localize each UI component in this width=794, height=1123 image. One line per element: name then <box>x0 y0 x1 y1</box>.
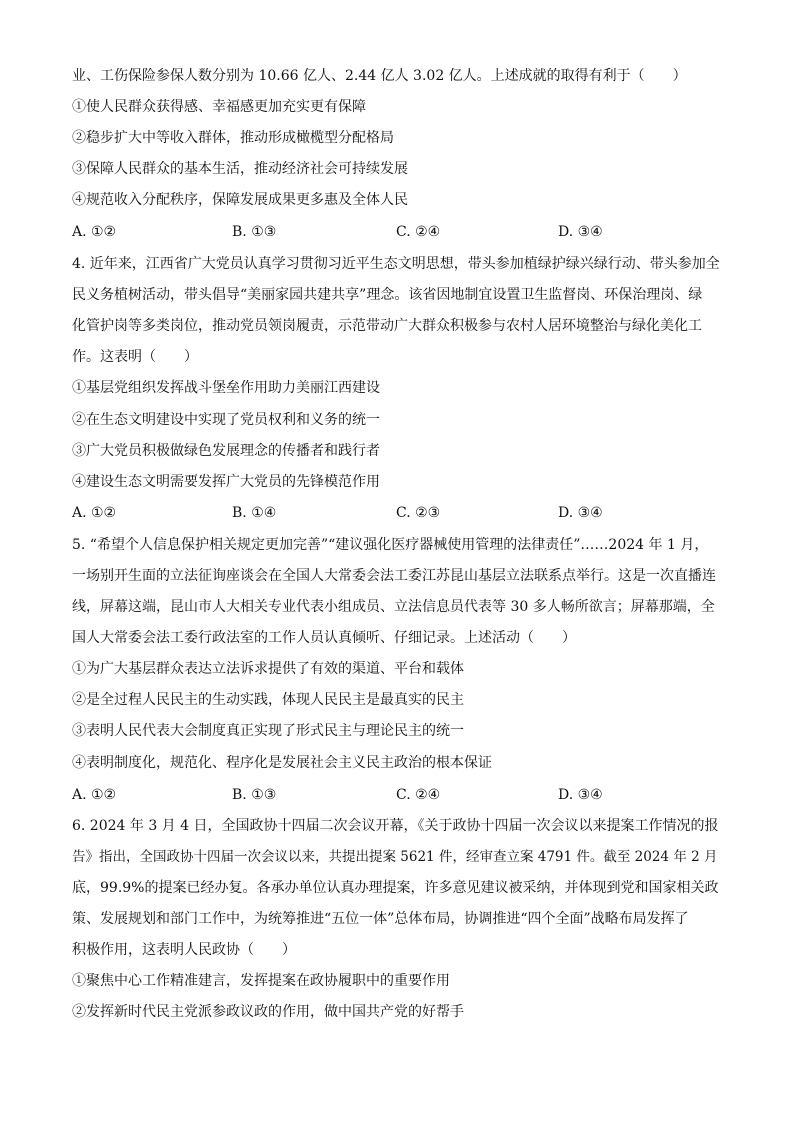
q5-option-d[interactable]: D. ③④ <box>558 787 603 803</box>
q6-statement-2: ②发挥新时代民主党派参政议政的作用，做中国共产党的好帮手 <box>72 1004 464 1020</box>
q3-option-a[interactable]: A. ①② <box>72 224 117 240</box>
q5-statement-4: ④表明制度化，规范化、程序化是发展社会主义民主政治的根本保证 <box>72 755 492 771</box>
q3-option-b[interactable]: B. ①③ <box>232 224 277 240</box>
q6-stem-line-4: 策、发展规划和部门工作中，为统筹推进“五位一体”总体布局，协调推进“四个全面”战略布局发挥了 <box>72 911 689 927</box>
q4-statement-1: ①基层党组织发挥战斗堡垒作用助力美丽江西建设 <box>72 380 380 396</box>
q3-statement-4: ④规范收入分配秩序，保障发展成果更多惠及全体人民 <box>72 192 408 208</box>
q4-stem-line-3: 化管护岗等多类岗位，推动党员领岗履责，示范带动广大群众积极参与农村人居环境整治与绿化美化工 <box>72 318 702 334</box>
q4-stem-line-2: 民义务植树活动，带头倡导“美丽家园共建共享”理念。该省因地制宜设置卫生监督岗、环保治理岗、绿 <box>72 287 703 303</box>
q6-statement-1: ①聚焦中心工作精准建言，发挥提案在政协履职中的重要作用 <box>72 973 450 989</box>
q3-statement-1: ①使人民群众获得感、幸福感更加充实更有保障 <box>72 99 366 115</box>
q5-statement-3: ③表明人民代表大会制度真正实现了形式民主与理论民主的统一 <box>72 723 464 739</box>
q6-stem-line-5: 积极作用，这表明人民政协（ ） <box>72 942 296 958</box>
q3-statement-3: ③保障人民群众的基本生活，推动经济社会可持续发展 <box>72 161 408 177</box>
q5-statement-2: ②是全过程人民民主的生动实践，体现人民民主是最真实的民主 <box>72 692 464 708</box>
q5-statement-1: ①为广大基层群众表达立法诉求提供了有效的渠道、平台和载体 <box>72 661 464 677</box>
q4-statement-3: ③广大党员积极做绿色发展理念的传播者和践行者 <box>72 443 380 459</box>
q4-options <box>72 503 722 523</box>
q5-stem-line-1: 5. “希望个人信息保护相关规定更加完善”“建议强化医疗器械使用管理的法律责任”……2024 年 1 月， <box>72 537 709 553</box>
q5-stem-line-2: 一场别开生面的立法征询座谈会在全国人大常委会法工委江苏昆山基层立法联系点举行。这是一次直播连 <box>72 568 716 584</box>
q4-statement-4: ④建设生态文明需要发挥广大党员的先锋模范作用 <box>72 474 380 490</box>
q4-option-b[interactable]: B. ①④ <box>232 505 277 521</box>
q6-stem-line-1: 6. 2024 年 3 月 4 日，全国政协十四届二次会议开幕，《关于政协十四届一次会议以来提案工作情况的报 <box>72 818 719 834</box>
q4-option-a[interactable]: A. ①② <box>72 505 117 521</box>
q3-statement-2: ②稳步扩大中等收入群体，推动形成橄榄型分配格局 <box>72 130 394 146</box>
q5-option-c[interactable]: C. ②④ <box>396 787 441 803</box>
q4-option-d[interactable]: D. ③④ <box>558 505 603 521</box>
q5-option-b[interactable]: B. ①③ <box>232 787 277 803</box>
q4-option-c[interactable]: C. ②③ <box>396 505 441 521</box>
q6-stem-line-2: 告》指出，全国政协十四届一次会议以来，共提出提案 5621 件，经审查立案 4791 件。截至 2024 年 2 月 <box>72 849 718 865</box>
q5-option-a[interactable]: A. ①② <box>72 787 117 803</box>
q3-option-c[interactable]: C. ②④ <box>396 224 441 240</box>
q4-statement-2: ②在生态文明建设中实现了党员权利和义务的统一 <box>72 412 380 428</box>
q3-option-d[interactable]: D. ③④ <box>558 224 603 240</box>
q5-stem-line-3: 线，屏幕这端，昆山市人大相关专业代表小组成员、立法信息员代表等 30 多人畅所欲言；屏幕那端，全 <box>72 599 715 615</box>
q6-stem-line-3: 底，99.9%的提案已经办复。各承办单位认真办理提案，许多意见建议被采纳，并体现到党和国家相关政 <box>72 880 719 896</box>
q5-stem-line-4: 国人大常委会法工委行政法室的工作人员认真倾听、仔细记录。上述活动（ ） <box>72 630 576 646</box>
q4-stem-line-1: 4. 近年来，江西省广大党员认真学习贯彻习近平生态文明思想，带头参加植绿护绿兴绿行动、带头参加全 <box>72 256 720 272</box>
q3-options <box>72 222 722 242</box>
q3-stem-tail: 业、工伤保险参保人数分别为 10.66 亿人、2.44 亿人 3.02 亿人。上述成就的取得有利于（ ） <box>72 68 687 84</box>
q4-stem-line-4: 作。这表明（ ） <box>72 349 198 365</box>
q5-options <box>72 785 722 805</box>
